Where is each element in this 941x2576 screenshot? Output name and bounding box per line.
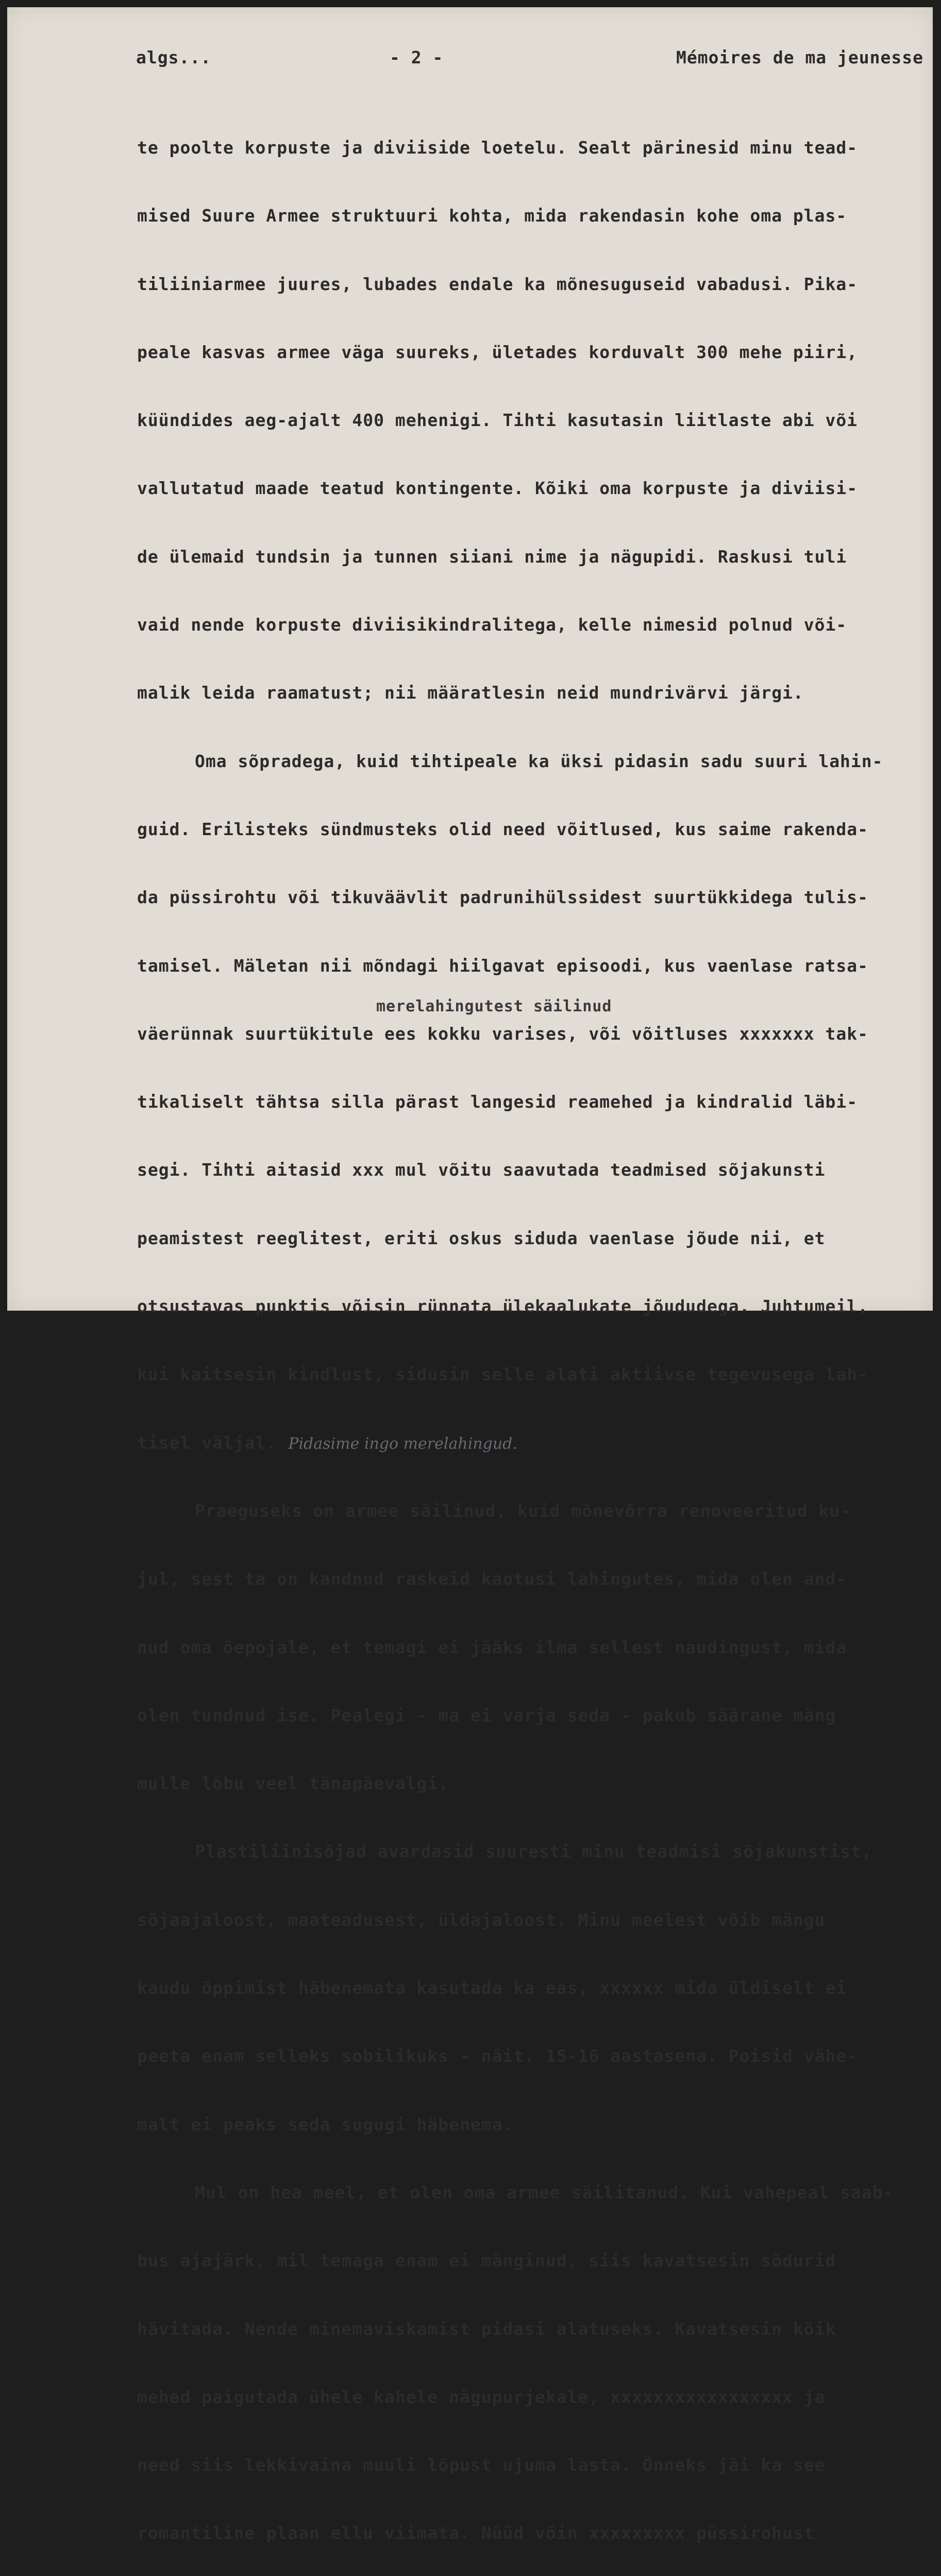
text-line: de ülemaid tundsin ja tunnen siiani nime ja nägupidi. Raskusi tuli bbox=[137, 546, 847, 567]
text-line: kui kaitsesin kindlust, sidusin selle alati aktiivse tegevusega lah- bbox=[137, 1364, 869, 1385]
text-line: mulle lõbu veel tänapäevalgi. bbox=[137, 1773, 449, 1794]
text-line-with-note bbox=[137, 1429, 926, 1457]
text-line: romantiline plaan ellu viimata. Nüüd võin xxxxxxxxx püssirohust bbox=[137, 2523, 815, 2544]
text-line: väerünnak suurtükitule ees kokku varises, või võitluses xxxxxxx tak- bbox=[137, 1023, 869, 1044]
text-line: bus ajajärk, mil temaga enam ei mänginud, siis kavatsesin sõdurid bbox=[137, 2250, 836, 2271]
text-line: guid. Erilisteks sündmusteks olid need võitlused, kus saime rakenda- bbox=[137, 819, 869, 839]
page-number: - 2 - bbox=[390, 47, 444, 67]
body-text bbox=[137, 94, 926, 2576]
text-line: vallutatud maade teatud kontingente. Kõiki oma korpuste ja diviisi- bbox=[137, 478, 858, 499]
text-line: tiliiniarmee juures, lubades endale ka mõnesuguseid vabadusi. Pika- bbox=[137, 274, 858, 294]
text-line: vaid nende korpuste diviisikindralitega, kelle nimesid polnud või- bbox=[137, 615, 847, 635]
text-line: jul, sest ta on kandnud raskeid kaotusi lahingutes, mida olen and- bbox=[137, 1569, 847, 1589]
typewritten-page bbox=[7, 7, 933, 2544]
text-line: mised Suure Armee struktuuri kohta, mida rakendasin kohe oma plas- bbox=[137, 206, 847, 226]
text-line: malt ei peaks seda sugugi häbenema. bbox=[137, 2114, 514, 2134]
text-line: da püssirohtu või tikuväävlit padrunihülssidest suurtükkidega tulis- bbox=[137, 887, 869, 908]
text-line: otsustavas punktis võisin rünnata ülekaalukate jõududega. Juhtumeil, bbox=[137, 1296, 869, 1317]
text-line: peamistest reeglitest, eriti oskus siduda vaenlase jõude nii, et bbox=[137, 1228, 826, 1248]
text-line: tikaliselt tähtsa silla pärast langesid reamehed ja kindralid läbi- bbox=[137, 1092, 858, 1112]
text-line: küündides aeg-ajalt 400 mehenigi. Tihti kasutasin liitlaste abi või bbox=[137, 410, 858, 431]
text-line: Praeguseks on armee säilinud, kuid mõnevõrra renoveeritud ku- bbox=[195, 1500, 851, 1521]
text-line: Mul on hea meel, et olen oma armee säilitanud. Kui vahepeal saab- bbox=[195, 2182, 894, 2202]
text-line: Oma sõpradega, kuid tihtipeale ka üksi pidasin sadu suuri lahin- bbox=[195, 751, 883, 771]
text-line: segi. Tihti aitasid xxx mul võitu saavutada teadmised sõjakunsti bbox=[137, 1160, 826, 1180]
text-line: tisel väljal. bbox=[137, 1432, 277, 1453]
header-left-label: algs... bbox=[136, 47, 212, 67]
text-line: malik leida raamatust; nii määratlesin neid mundrivärvi järgi. bbox=[137, 683, 804, 703]
text-line: olen tundnud ise. Pealegi - ma ei varja seda - pakub säärane mäng bbox=[137, 1705, 836, 1725]
text-line: sõjaajaloost, maateadusest, üldajaloost. Minu meelest võib mängu bbox=[137, 1909, 826, 1930]
text-line: peeta enam selleks sobilikuks - näit. 15-16 aastasena. Poisid vähe- bbox=[137, 2046, 858, 2066]
handwritten-note: Pidasime ingo merelahingud. bbox=[288, 1434, 517, 1453]
text-line: Plastiliinisõjad avardasid suuresti minu teadmisi sõjakunstist, bbox=[195, 1841, 872, 1862]
text-line: kaudu õppimist häbenemata kasutada ka eas, xxxxxx mida üldiselt ei bbox=[137, 1978, 847, 1998]
text-line: need siis lekkivaina muuli lõpust ujuma lasta. Õnneks jäi ka see bbox=[137, 2455, 826, 2476]
text-line: nud oma õepojale, et temagi ei jääks ilma sellest naudingust, mida bbox=[137, 1637, 847, 1657]
header-title: Mémoires de ma jeunesse bbox=[676, 47, 923, 67]
text-line: te poolte korpuste ja diviiside loetelu. Sealt pärinesid minu tead- bbox=[137, 138, 858, 158]
text-line: tamisel. Mäletan nii mõndagi hiilgavat episoodi, kus vaenlase ratsa- bbox=[137, 955, 869, 976]
text-line: hävitada. Nende minemaviskamist pidasi alatuseks. Kavatsesin kõik bbox=[137, 2318, 836, 2339]
text-line: mehed paigutada ühele kahele nägupurjekale, xxxxxxxxxxxxxxxxx ja bbox=[137, 2386, 826, 2407]
typed-insertion: merelahingutest säilinud bbox=[376, 997, 612, 1015]
page-header bbox=[7, 47, 933, 73]
text-line: peale kasvas armee väga suureks, ületades korduvalt 300 mehe piiri, bbox=[137, 342, 858, 362]
